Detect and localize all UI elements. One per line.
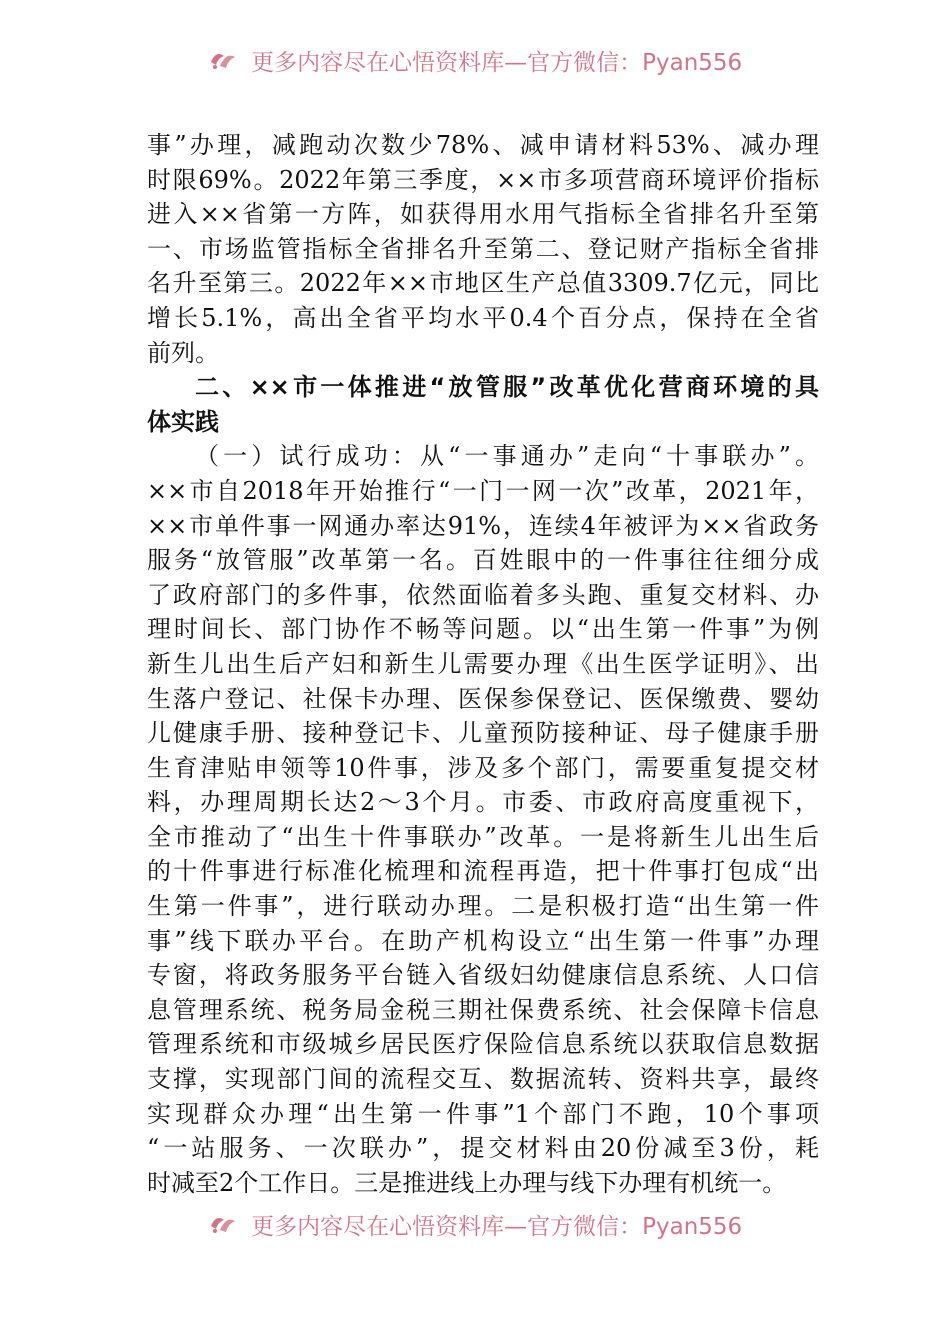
text-line: “一站服务、一次联办”，提交材料由20份减至3份，耗: [147, 1134, 819, 1163]
text-line: 时限69%。2022年第三季度，××市多项营商环境评价指标: [147, 165, 819, 194]
heading-line: 体实践: [147, 407, 219, 436]
text-line: 料，办理周期长达2～3个月。市委、市政府高度重视下，: [147, 788, 819, 817]
section-heading: [147, 370, 819, 439]
text-line: 新生儿出生后产妇和新生儿需要办理《出生医学证明》、出: [147, 649, 819, 678]
text-line: 事”线下联办平台。在助产机构设立“出生第一件事”办理: [147, 926, 819, 955]
text-line: 生落户登记、社保卡办理、医保参保登记、医保缴费、婴幼: [147, 684, 819, 713]
watermark-top: [0, 45, 950, 77]
text-line: 前列。: [147, 338, 219, 367]
text-line: 时减至2个工作日。三是推进线上办理与线下办理有机统一。: [147, 1168, 787, 1197]
text-line: 一、市场监管指标全省排名升至第二、登记财产指标全省排: [147, 234, 819, 263]
text-line: 服务“放管服”改革第一名。百姓眼中的一件事往往细分成: [147, 546, 819, 575]
text-line: 进入××省第一方阵，如获得用水用气指标全省排名升至第: [147, 200, 819, 229]
text-line: 事”办理，减跑动次数少78%、减申请材料53%、减办理: [147, 131, 819, 159]
watermark-text: 更多内容尽在心悟资料库—官方微信：Pyan556: [251, 49, 743, 76]
document-body: [147, 128, 819, 1200]
text-line: ××市单件事一网通办率达91%，连续4年被评为××省政务: [147, 511, 819, 540]
text-line: 全市推动了“出生十件事联办”改革。一是将新生儿出生后: [147, 822, 819, 851]
watermark-text: 更多内容尽在心悟资料库—官方微信：Pyan556: [251, 1213, 743, 1240]
text-line: ××市自2018年开始推行“一门一网一次”改革，2021年，: [147, 476, 819, 505]
paragraph-results: [147, 128, 819, 370]
text-line: 理时间长、部门协作不畅等问题。以“出生第一件事”为例: [147, 615, 819, 644]
text-line: 管理系统和市级城乡居民医疗保险信息系统以获取信息数据: [147, 1030, 819, 1059]
text-line: 了政府部门的多件事，依然面临着多头跑、重复交材料、办: [147, 580, 819, 609]
text-line: 息管理系统、税务局金税三期社保费系统、社会保障卡信息: [147, 995, 819, 1024]
text-line: 的十件事进行标准化梳理和流程再造，把十件事打包成“出: [147, 857, 819, 886]
text-line: 专窗，将政务服务平台链入省级妇幼健康信息系统、人口信: [147, 961, 819, 990]
watermark-bottom: [0, 1209, 950, 1241]
text-line: 生育津贴申领等10件事，涉及多个部门，需要重复提交材: [147, 753, 819, 782]
text-line: 生第一件事”，进行联动办理。二是积极打造“出生第一件: [147, 892, 819, 921]
paragraph-practice: [147, 439, 819, 1200]
text-line: 增长5.1%，高出全省平均水平0.4个百分点，保持在全省: [147, 303, 819, 332]
text-line: 儿健康手册、接种登记卡、儿童预防接种证、母子健康手册: [147, 719, 819, 748]
brand-logo-icon: [208, 45, 238, 77]
text-line: 实现群众办理“出生第一件事”1个部门不跑，10个事项: [147, 1099, 819, 1128]
brand-logo-icon: [208, 1209, 238, 1241]
text-line: （一）试行成功：从“一事通办”走向“十事联办”。: [195, 442, 819, 471]
text-line: 名升至第三。2022年××市地区生产总值3309.7亿元，同比: [147, 269, 819, 298]
heading-line: 二、××市一体推进“放管服”改革优化营商环境的具: [195, 373, 819, 402]
text-line: 支撑，实现部门间的流程交互、数据流转、资料共享，最终: [147, 1065, 819, 1094]
